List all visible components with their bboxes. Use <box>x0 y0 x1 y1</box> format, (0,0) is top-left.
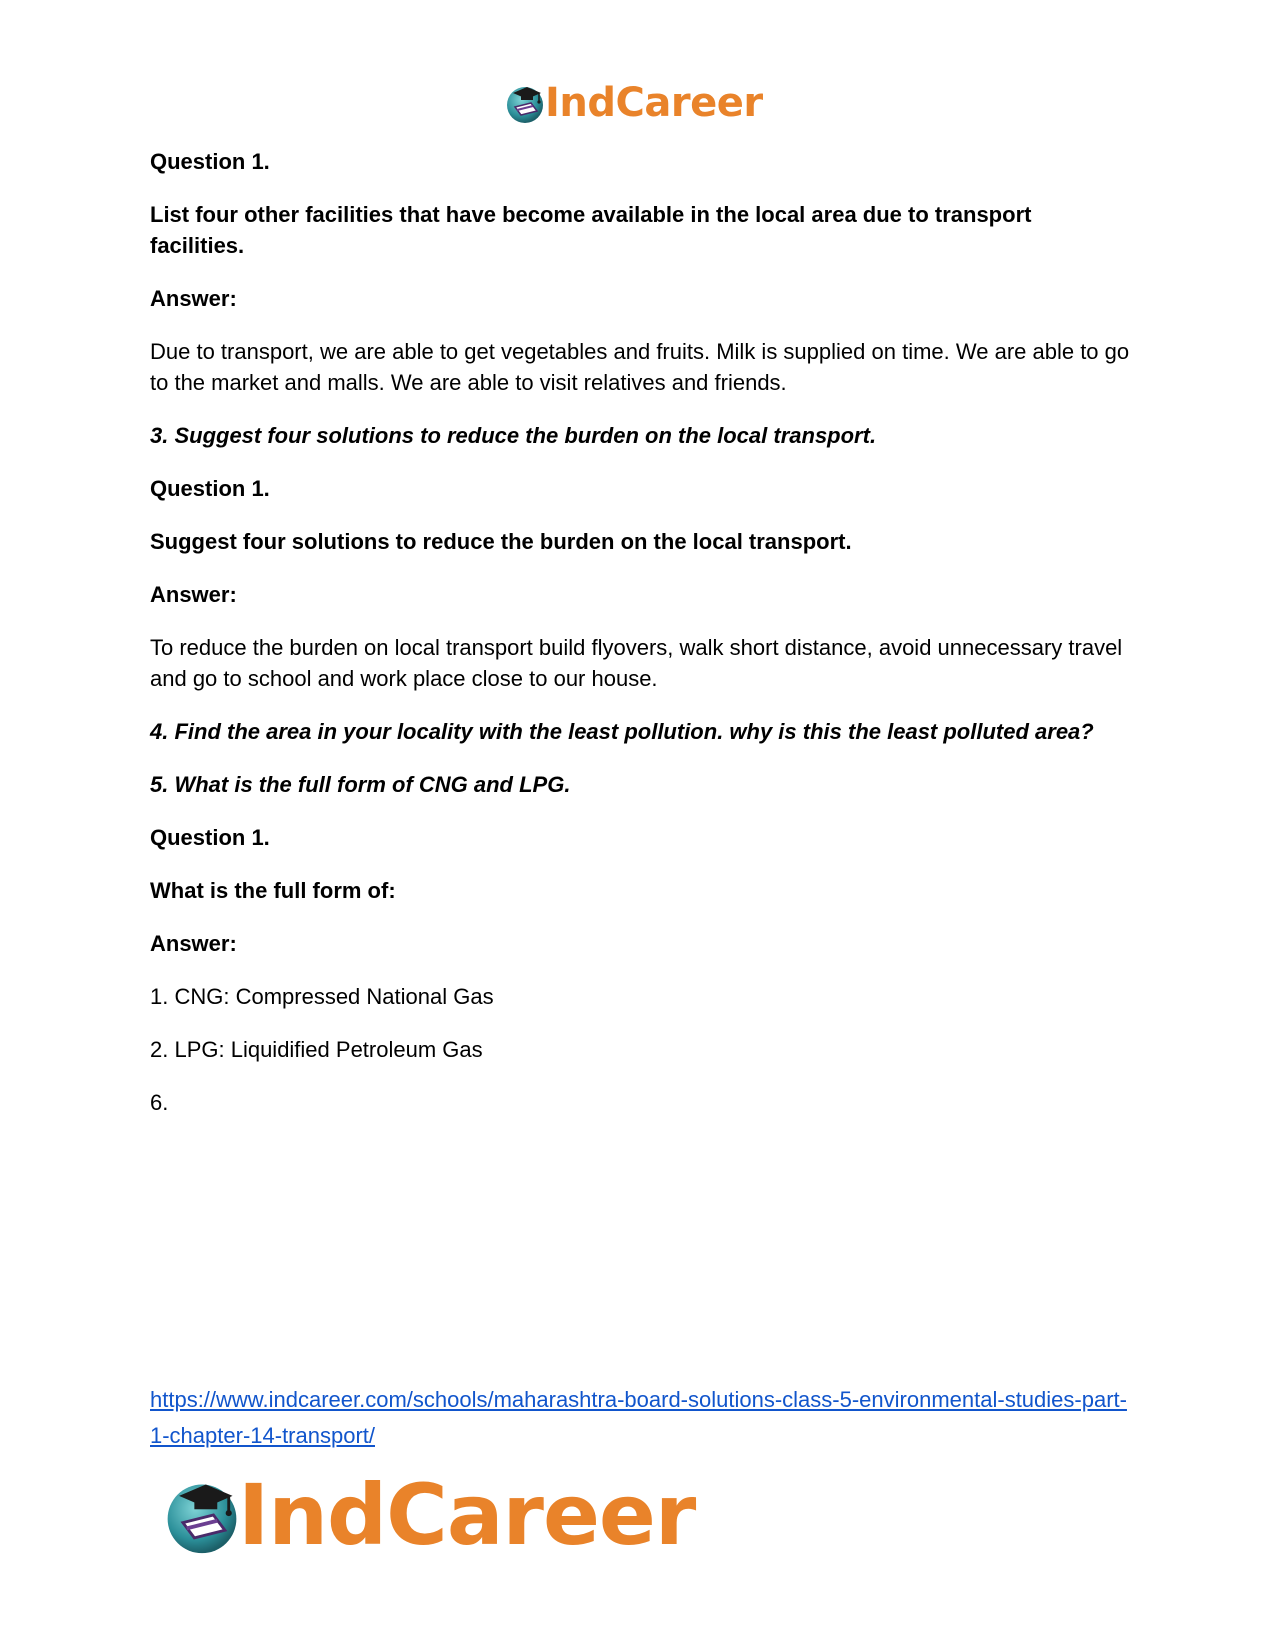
answer-heading: Answer: <box>150 931 237 956</box>
graduation-book-globe-icon <box>160 1473 244 1557</box>
answer-text: Due to transport, we are able to get vegetables and fruits. Milk is supplied on time. We are able to go to the market and malls. We are able to visit relatives and friends. <box>150 339 1130 395</box>
source-url-link[interactable]: https://www.indcareer.com/schools/maharashtra-board-solutions-class-5-environmental-studies-part-1-chapter-14-transport/ <box>150 1387 1127 1448</box>
document-body <box>150 146 1130 1118</box>
question-heading: Question 1. <box>150 149 270 174</box>
footer-link-area <box>150 1382 1130 1454</box>
question-text: List four other facilities that have become available in the local area due to transport facilities. <box>150 202 1032 258</box>
answer-list-item: 1. CNG: Compressed National Gas <box>150 984 494 1009</box>
answer-heading: Answer: <box>150 582 237 607</box>
question-text: Suggest four solutions to reduce the burden on the local transport. <box>150 529 852 554</box>
question-heading: Question 1. <box>150 476 270 501</box>
answer-text: To reduce the burden on local transport build flyovers, walk short distance, avoid unnecessary travel and go to school and work place close to our house. <box>150 635 1123 691</box>
section-heading: 3. Suggest four solutions to reduce the burden on the local transport. <box>150 423 877 448</box>
section-heading: 4. Find the area in your locality with the least pollution. why is this the least polluted area? <box>150 719 1094 744</box>
question-heading: Question 1. <box>150 825 270 850</box>
answer-list-item: 2. LPG: Liquidified Petroleum Gas <box>150 1037 483 1062</box>
header-logo-text: IndCareer <box>545 80 763 126</box>
header-logo <box>503 80 763 126</box>
graduation-book-globe-icon <box>503 81 547 125</box>
answer-heading: Answer: <box>150 286 237 311</box>
footer-logo-text: IndCareer <box>238 1466 696 1564</box>
question-text: What is the full form of: <box>150 878 396 903</box>
section-number: 6. <box>150 1090 169 1115</box>
section-heading: 5. What is the full form of CNG and LPG. <box>150 772 571 797</box>
footer-logo <box>160 1466 696 1564</box>
